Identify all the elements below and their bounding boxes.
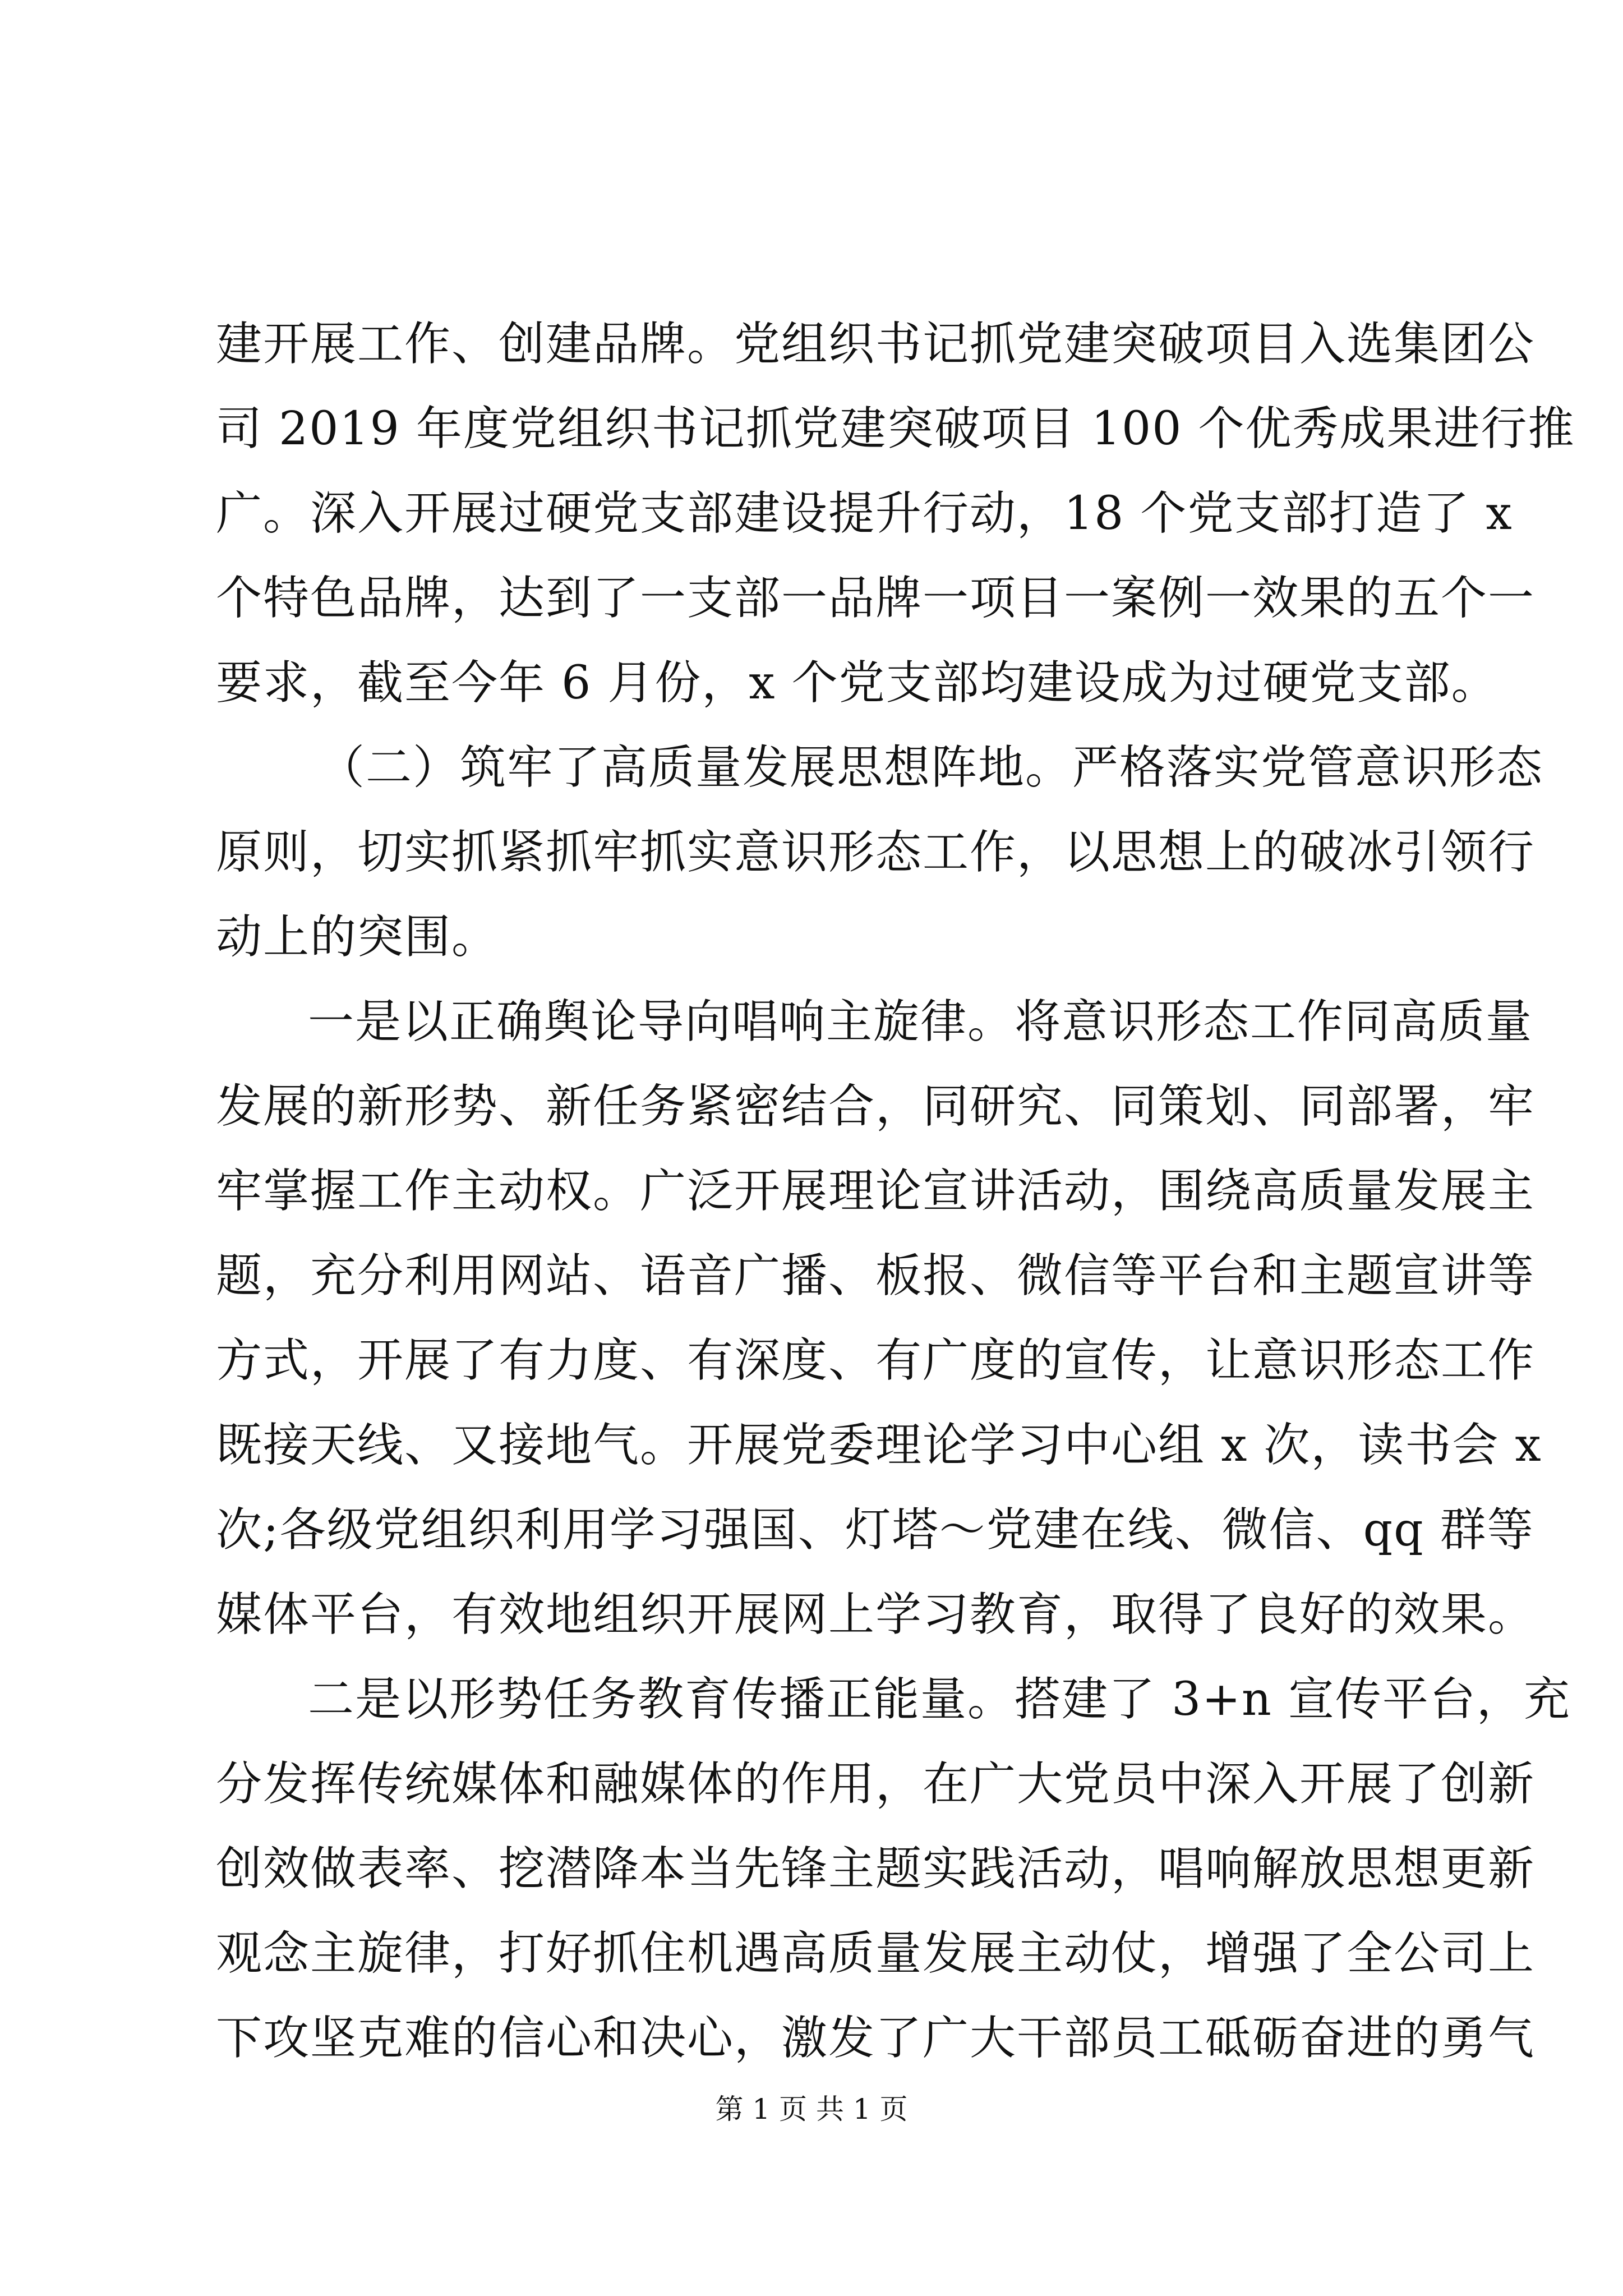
text-line: 下攻坚克难的信心和决心，激发了广大干部员工砥砺奋进的勇气 xyxy=(216,2012,1536,2065)
text-line: 既接天线、又接地气。开展党委理论学习中心组 x 次，读书会 x xyxy=(216,1419,1542,1472)
paragraph-first-line: 一是以正确舆论导向唱响主旋律。将意识形态工作同高质量 xyxy=(308,995,1533,1048)
text-line: 要求，截至今年 6 月份，x 个党支部均建设成为过硬党支部。 xyxy=(216,656,1498,710)
text-line: 题，充分利用网站、语音广播、板报、微信等平台和主题宣讲等 xyxy=(216,1249,1536,1303)
text-line: 发展的新形势、新任务紧密结合，同研究、同策划、同部署，牢 xyxy=(216,1080,1536,1133)
text-line: 方式，开展了有力度、有深度、有广度的宣传，让意识形态工作 xyxy=(216,1334,1536,1387)
text-line: 个特色品牌，达到了一支部一品牌一项目一案例一效果的五个一 xyxy=(216,572,1536,625)
text-line: 媒体平台，有效地组织开展网上学习教育，取得了良好的效果。 xyxy=(216,1588,1536,1641)
text-line: 动上的突围。 xyxy=(216,910,499,964)
text-line: 广。深入开展过硬党支部建设提升行动，18 个党支部打造了 x xyxy=(216,487,1513,540)
text-line: 建开展工作、创建品牌。党组织书记抓党建突破项目入选集团公 xyxy=(216,318,1536,371)
text-line: 观念主旋律，打好抓住机遇高质量发展主动仗，增强了全公司上 xyxy=(216,1927,1536,1980)
page-footer: 第 1 页 共 1 页 xyxy=(715,2093,908,2125)
text-line: 司 2019 年度党组织书记抓党建突破项目 100 个优秀成果进行推 xyxy=(216,402,1575,455)
text-line: 创效做表率、挖潜降本当先锋主题实践活动，唱响解放思想更新 xyxy=(216,1842,1536,1895)
section-heading-line: （二）筑牢了高质量发展思想阵地。严格落实党管意识形态 xyxy=(319,741,1544,794)
text-line: 分发挥传统媒体和融媒体的作用，在广大党员中深入开展了创新 xyxy=(216,1757,1536,1811)
text-line: 牢掌握工作主动权。广泛开展理论宣讲活动，围绕高质量发展主 xyxy=(216,1165,1536,1218)
text-line: 次;各级党组织利用学习强国、灯塔～党建在线、微信、qq 群等 xyxy=(216,1503,1534,1557)
text-line: 原则，切实抓紧抓牢抓实意识形态工作，以思想上的破冰引领行 xyxy=(216,826,1536,879)
paragraph-first-line: 二是以形势任务教育传播正能量。搭建了 3+n 宣传平台，充 xyxy=(308,1673,1571,1726)
